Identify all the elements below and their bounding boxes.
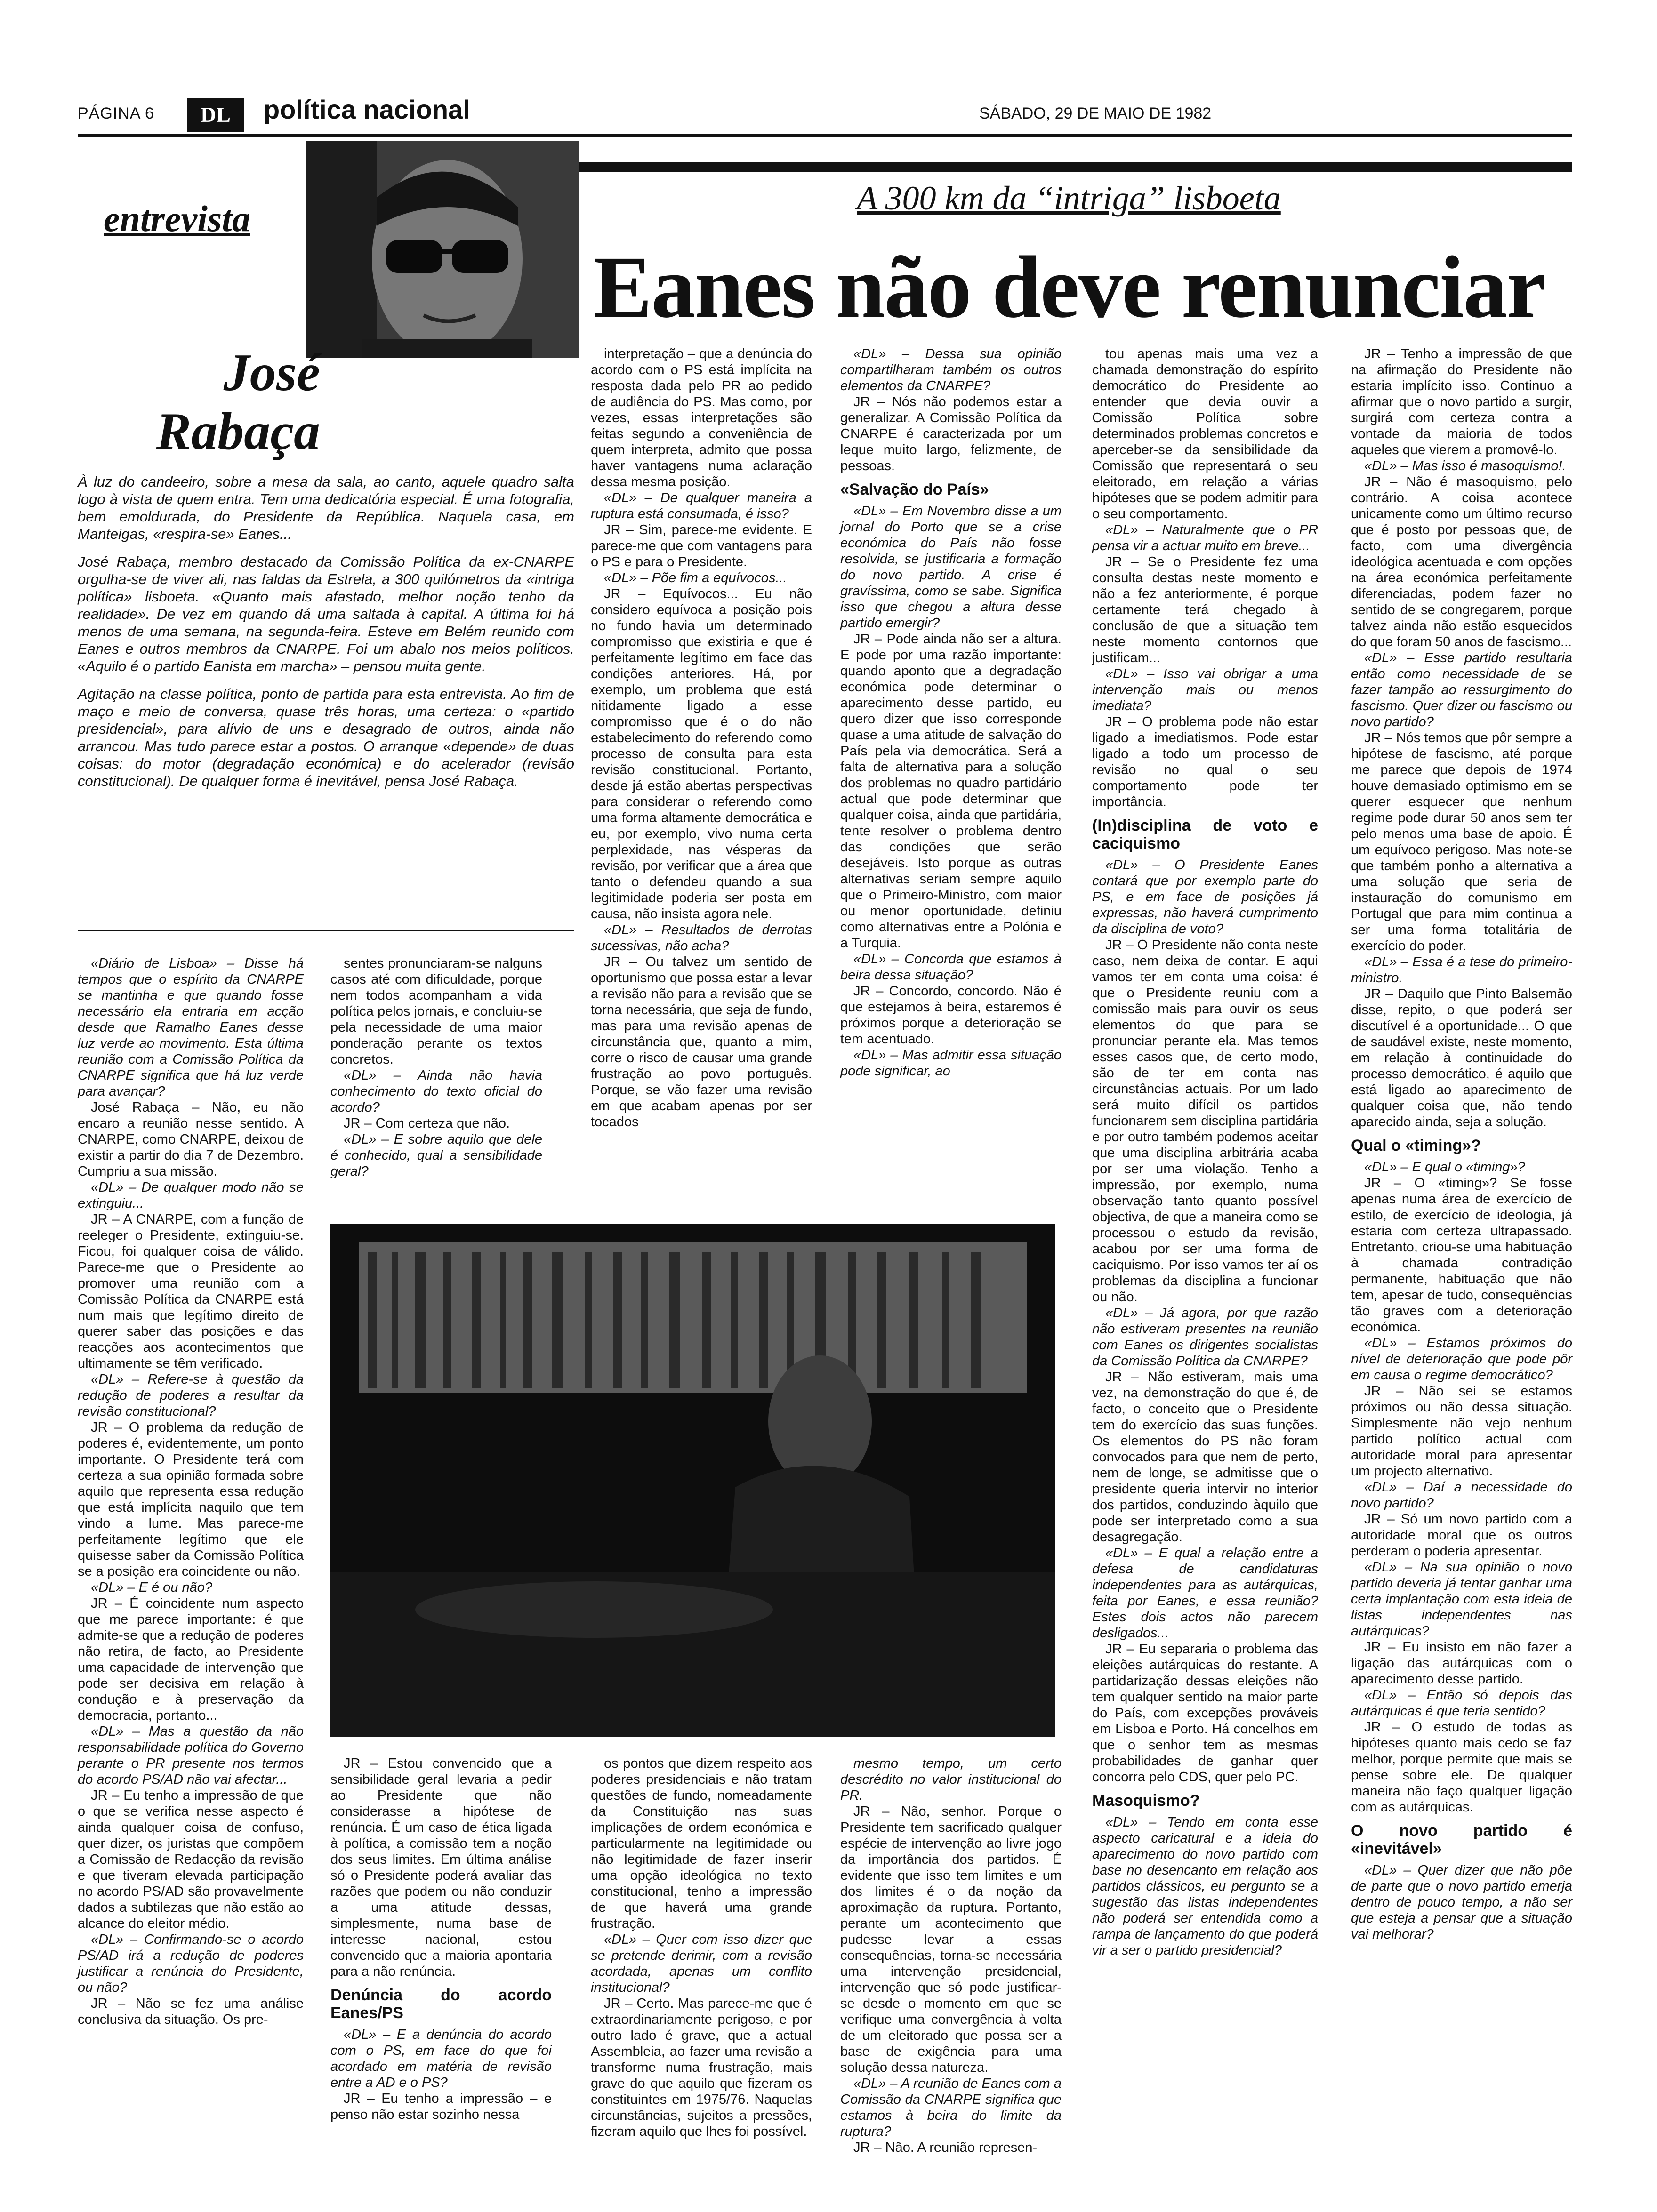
question-paragraph: «DL» – E qual a relação entre a defesa de candidaturas independentes para as autárquicas, feita por Eanes, e essa reunião? Estes dois actos não parecem desligados... — [1092, 1546, 1318, 1641]
question-paragraph: «DL» – Resultados de derrotas sucessivas, não acha? — [591, 922, 812, 954]
question-paragraph: «DL» – Ainda não havia conhecimento do texto oficial do acordo? — [330, 1068, 542, 1115]
question-paragraph: mesmo tempo, um certo descrédito no valor institucional do PR. — [840, 1756, 1062, 1803]
answer-paragraph: JR – Não sei se estamos próximos ou não dessa situação. Simplesmente não vejo nenhum partido político actual com autoridade moral para apresentar um projecto alternativo. — [1351, 1384, 1572, 1479]
answer-paragraph: JR – Só um novo partido com a autoridade moral que os outros perderam o poderia apresentar. — [1351, 1512, 1572, 1559]
question-paragraph: «DL» – A reunião de Eanes com a Comissão da CNARPE significa que estamos à beira do limite da ruptura? — [840, 2076, 1062, 2139]
interviewee-first-name: José — [223, 344, 320, 402]
answer-paragraph: interpretação – que a denúncia do acordo com o PS está implícita na resposta dada pelo PR ao pedido de audiência do PS. Mas como, por vezes, essas interpretações são feitas segundo a conveniência de quem interpreta, admito que possa haver vantagens numa aclaração dessa mesma posição. — [591, 346, 812, 489]
article-column-4 — [840, 346, 1062, 1217]
answer-paragraph: JR – Sim, parece-me evidente. E parece-me que com vantagens para o PS e para o Presidente. — [591, 522, 812, 569]
question-paragraph: «DL» – De qualquer modo não se extinguiu... — [78, 1180, 304, 1211]
question-paragraph: «DL» – Confirmando-se o acordo PS/AD irá a redução de poderes justificar a renúncia do Presidente, ou não? — [78, 1932, 304, 1995]
article-headline: Eanes não deve renunciar — [593, 238, 1545, 336]
intro-paragraph: Agitação na classe política, ponto de partida para esta entrevista. Ao fim de maço e meio de conversa, quase três horas, uma certeza: o «partido presidencial», para alívio de uns e desagrado de outros, ainda não arrancou. Mas tudo parece estar a postos. O arranque «depende» de duas coisas: do motor (degradação económica) e do acelerador (revisão constitucional). De qualquer forma é inevitável, pensa José Rabaça. — [78, 686, 574, 789]
question-paragraph: «DL» – Mas admitir essa situação pode significar, ao — [840, 1048, 1062, 1079]
question-paragraph: «Diário de Lisboa» – Disse há tempos que o espírito da CNARPE se mantinha e que quando fosse necessário ela entraria em acção desde que Ramalho Eanes desse luz verde ao movimento. Esta última reunião com a Comissão Política da CNARPE significa que há luz verde para avançar? — [78, 956, 304, 1099]
answer-paragraph: os pontos que dizem respeito aos poderes presidenciais e não tratam questões de fundo, nomeadamente da Constituição nas suas implicações de ordem económica e particularmente na legitimidade ou não legitimidade de fazer inserir uma opção ideológica no texto constitucional, tenho a impressão de que haverá uma grande frustração. — [591, 1756, 812, 1931]
intro-divider — [78, 930, 574, 931]
question-paragraph: «DL» – Na sua opinião o novo partido deveria já tentar ganhar uma certa implantação com esta ideia de listas independentes nas autárquicas? — [1351, 1560, 1572, 1639]
article-column-6 — [1351, 346, 1572, 2198]
question-paragraph: «DL» – E qual o «timing»? — [1364, 1160, 1525, 1175]
answer-paragraph: JR – Não se fez uma análise conclusiva da situação. Os pre- — [78, 1996, 304, 2027]
question-paragraph: «DL» – Põe fim a equívocos... — [604, 570, 787, 585]
answer-paragraph: JR – Equívocos... Eu não considero equívoca a posição pois no fundo havia um determinado compromisso que existiria e que é perfeitamente legítimo em face das condições anteriores. Há, por exemplo, um problema que está nitidamente ligado a esse compromisso que é o do não estabelecimento do referendo como processo de consulta para esta revisão constitucional. Portanto, desde já estão abertas perspectivas para considerar o referendo como uma forma altamente democrática e eu, por exemplo, vivo numa certa perplexidade, nas vésperas da revisão, por verificar que a área que tanto o defendeu quando a sua legitimidade poderia ser posta em causa, não insista agora nele. — [591, 586, 812, 922]
section-title: política nacional — [264, 95, 470, 124]
question-paragraph: «DL» – Naturalmente que o PR pensa vir a actuar muito em breve... — [1092, 522, 1318, 553]
answer-paragraph: JR – É coincidente num aspecto que me parece importante: é que admite-se que a redução de poderes não retira, de facto, ao Presidente uma capacidade de intervenção que pode ser decisiva em relação à condução e à preservação da democracia, portanto... — [78, 1596, 304, 1723]
answer-paragraph: José Rabaça – Não, eu não encaro a reunião nesse sentido. A CNARPE, como CNARPE, deixou de existir a partir do dia 7 de Dezembro. Cumpriu a sua missão. — [78, 1100, 304, 1179]
question-paragraph: «DL» – Isso vai obrigar a uma intervenção mais ou menos imediata? — [1092, 666, 1318, 713]
question-paragraph: «DL» – Então só depois das autárquicas é que teria sentido? — [1351, 1688, 1572, 1719]
article-column-2-lower — [330, 1755, 552, 2198]
answer-paragraph: JR – O problema da redução de poderes é, evidentemente, um ponto importante. O Presidente terá com certeza a sua opinião formada sobre aquilo que representa essa redução que está implícita naquilo que tem vindo a lume. Mas parece-me perfeitamente legítimo que ele quisesse saber da Comissão Política se a posição era coincidente ou não. — [78, 1420, 304, 1579]
question-paragraph: «DL» – Estamos próximos do nível de deterioração que pode pôr em causa o regime democrático? — [1351, 1336, 1572, 1383]
question-paragraph: «DL» – Mas a questão da não responsabilidade política do Governo perante o PR presente nos termos do acordo PS/AD não vai afectar... — [78, 1724, 304, 1787]
answer-paragraph: JR – Não. A reunião represen- — [853, 2140, 1038, 2155]
question-paragraph: «DL» – Quer dizer que não pôe de parte que o novo partido emerja dentro de pouco tempo, a não ser que esteja a pensar que a situação vai melhorar? — [1351, 1863, 1572, 1942]
interview-photo — [330, 1224, 1055, 1737]
article-column-1 — [78, 955, 304, 2188]
intro-text — [78, 473, 574, 800]
answer-paragraph: JR – Concordo, concordo. Não é que estejamos à beira, estaremos é próximos porque a deterioração se tem acentuado. — [840, 984, 1062, 1047]
answer-paragraph: JR – Nós não podemos estar a generalizar. A Comissão Política da CNARPE é caracterizada por um leque muito largo, felizmente, de pessoas. — [840, 394, 1062, 473]
question-paragraph: «DL» – O Presidente Eanes contará que por exemplo parte do PS, e em face de posições já expressas, não haverá cumprimento da disciplina de voto? — [1092, 858, 1318, 937]
answer-paragraph: JR – Não é masoquismo, pelo contrário. A coisa acontece unicamente como um último recurso que é posto por pessoas que, de facto, com uma divergência ideológica acentuada e com opções na área económica perfeitamente diferenciadas, podem fazer no sentido de se congregarem, porque talvez ainda não estão esquecidos do que foram 50 anos de fascismo... — [1351, 474, 1572, 649]
article-column-4-lower — [840, 1755, 1062, 2198]
article-column-5 — [1092, 346, 1318, 2198]
question-paragraph: «DL» – Concorda que estamos à beira dessa situação? — [840, 952, 1062, 983]
page-number: PÁGINA 6 — [78, 104, 154, 122]
header-rule — [78, 134, 1572, 137]
answer-paragraph: JR – Estou convencido que a sensibilidade geral levaria a pedir ao Presidente que não considerasse a hipótese de renúncia. É um caso de ética ligada à política, a comissão tem a noção dos seus limites. Em última análise só o Presidente poderá avaliar das razões que podem ou não conduzir a uma atitude dessas, simplesmente, numa base de interesse nacional, estou convencido que a maioria apontaria para a não renúncia. — [330, 1756, 552, 1979]
answer-paragraph: JR – Eu insisto em não fazer a ligação das autárquicas com o aparecimento desse partido. — [1351, 1640, 1572, 1687]
answer-paragraph: JR – O problema pode não estar ligado a imediatismos. Pode estar ligado a todo um processo de revisão no qual o seu comportamento pode ter importância. — [1092, 714, 1318, 809]
article-column-2 — [330, 955, 542, 1210]
answer-paragraph: sentes pronunciaram-se nalguns casos até com dificuldade, porque nem todos acompanham a vida política pelos jornais, e concluiu-se pela necessidade de uma maior ponderação perante os textos concretos. — [330, 956, 542, 1067]
question-paragraph: «DL» – Mas isso é masoquismo!. — [1364, 458, 1566, 473]
subheading: «Salvação do País» — [840, 481, 989, 498]
answer-paragraph: JR – Eu separaria o problema das eleições autárquicas do restante. A partidarização dessas eleições não tem qualquer sentido na maior parte do País, com excepções prováveis em Lisboa e Porto. Há concelhos em que o senhor tem as mesmas probabilidades de ganhar quer concorra pelo CDS, quer pelo PC. — [1092, 1642, 1318, 1785]
question-paragraph: «DL» – Daí a necessidade do novo partido? — [1351, 1480, 1572, 1511]
newspaper-logo: DL — [187, 98, 244, 132]
question-paragraph: «DL» – E é ou não? — [91, 1580, 212, 1595]
answer-paragraph: JR – Eu tenho a impressão de que o que se verifica nesse aspecto é ainda qualquer coisa de confuso, quer dizer, os juristas que compõem a Comissão de Redacção da revisão e que tiveram elevada participação no acordo PS/AD são provavelmente dados a subtilezas que não estão ao alcance do eleitor médio. — [78, 1788, 304, 1931]
subheading: Qual o «timing»? — [1351, 1137, 1481, 1154]
question-paragraph: «DL» – Dessa sua opinião compartilharam também os outros elementos da CNARPE? — [840, 346, 1062, 393]
answer-paragraph: JR – Se o Presidente fez uma consulta destas neste momento e não a fez anteriormente, é porque certamente terá chegado à conclusão de que a situação tem neste momento contornos que justificam... — [1092, 554, 1318, 665]
portrait-photo — [306, 141, 579, 358]
question-paragraph: «DL» – Tendo em conta esse aspecto caricatural e a ideia do aparecimento do novo partido com base no desencanto em relação aos partidos clássicos, eu pergunto se a sugestão das listas independentes não poderá ser entendida como a rampa de lançamento do que poderá vir a ser o partido presidencial? — [1092, 1815, 1318, 1958]
answer-paragraph: JR – Tenho a impressão de que na afirmação do Presidente não estaria implícito isso. Continuo a afirmar que o novo partido a surgir, surgirá com certeza contra a vontade da maioria de todos aqueles que vierem a promovê-lo. — [1351, 346, 1572, 457]
answer-paragraph: JR – Pode ainda não ser a altura. E pode por uma razão importante: quando aponto que a degradação económica pode determinar o aparecimento desse partido, eu quero dizer que isso corresponde quase a uma atitude de salvação do País pela via democrática. Será a falta de alternativa para a solução dos problemas no quadro partidário actual que pode determinar que qualquer coisa, ainda que partidária, tente resolver o problema dentro das condições que serão desejáveis. Isto porque as outras alternativas seriam sempre aquilo que o Primeiro-Ministro, com maior ou menor oportunidade, definiu como alternativas entre a Polónia e a Turquia. — [840, 632, 1062, 951]
intro-paragraph: À luz do candeeiro, sobre a mesa da sala, ao canto, aquele quadro salta logo à vista de quem entra. Tem uma dedicatória especial. É uma fotografia, bem emoldurada, do Presidente da República. Naquela casa, em Manteigas, «respira-se» Eanes... — [78, 473, 574, 542]
question-paragraph: «DL» – Esse partido resultaria então como necessidade de se fazer tampão ao ressurgimento do fascismo. Quer dizer ou fascismo ou novo partido? — [1351, 650, 1572, 729]
answer-paragraph: JR – Daquilo que Pinto Balsemão disse, repito, o que poderá ser discutível é a oportunidade... O que de saudável existe, neste momento, em relação à continuidade do processo democrático, é aquilo que está ligado ao aparecimento de qualquer coisa que, não tendo aparecido ainda, seja a solução. — [1351, 986, 1572, 1130]
intro-paragraph: José Rabaça, membro destacado da Comissão Política da ex-CNARPE orgulha-se de viver ali, nas faldas da Estrela, a 300 quilómetros da «intriga política» lisboeta. «Quanto mais afastado, melhor noção tenho da realidade». De vez em quando dá uma saltada à capital. A última foi há menos de uma semana, na segunda-feira. Esteve em Belém reunido com Eanes e outros membros da CNARPE. Foi um abalo nos meios políticos. «Aquilo é o partido Eanista em marcha» – pensou muita gente. — [78, 553, 574, 674]
section-kicker: entrevista — [104, 198, 250, 239]
answer-paragraph: JR – Não estiveram, mais uma vez, na demonstração do que é, de facto, o conceito que o Presidente tem do exercício das suas funções. Os elementos do PS não foram convocados para que nem de perto, nem de longe, se admitisse que o presidente queria intervir no interior dos partidos, conduzindo àquilo que pode ser interpretado como a sua desagregação. — [1092, 1370, 1318, 1545]
answer-paragraph: JR – Não, senhor. Porque o Presidente tem sacrificado qualquer espécie de intervenção ao livre jogo da importância dos partidos. É evidente que isso tem limites e um dos limites é o da noção da aproximação da ruptura. Portanto, perante um acontecimento que pudesse levar a essas consequências, torna-se necessária uma intervenção presidencial, intervenção que só pode justificar-se desde o momento em que se verifique uma convergência à volta de um eleitorado que possa ser a base de exigência para uma solução dessa natureza. — [840, 1804, 1062, 2075]
issue-date: SÁBADO, 29 DE MAIO DE 1982 — [979, 104, 1212, 122]
question-paragraph: «DL» – Já agora, por que razão não estiveram presentes na reunião com Eanes os dirigentes socialistas da Comissão Política da CNARPE? — [1092, 1306, 1318, 1369]
question-paragraph: «DL» – De qualquer maneira a ruptura está consumada, é isso? — [591, 490, 812, 521]
question-paragraph: «DL» – Refere-se à questão da redução de poderes a resultar da revisão constitucional? — [78, 1372, 304, 1419]
interviewee-last-name: Rabaça — [156, 402, 320, 461]
answer-paragraph: JR – Eu tenho a impressão – e penso não estar sozinho nessa — [330, 2091, 552, 2122]
answer-paragraph: tou apenas mais uma vez a chamada demonstração do espírito democrático do Presidente ao entender que devia ouvir a Comissão Política sobre determinados problemas concretos e aperceber-se da sensibilidade da Comissão que representará o seu eleitorado, em relação a várias hipóteses que se podem admitir para o seu comportamento. — [1092, 346, 1318, 521]
answer-paragraph: JR – Ou talvez um sentido de oportunismo que possa estar a levar a revisão não para a revisão que se torna necessária, que seja de fundo, mas para uma revisão apenas de circunstância que, quanto a mim, corre o risco de causar uma grande frustração ao povo português. Porque, se vão fazer uma revisão em que acabam apenas por ser tocados — [591, 954, 812, 1130]
question-paragraph: «DL» – Quer com isso dizer que se pretende derimir, com a revisão acordada, apenas um conflito institucional? — [591, 1932, 812, 1995]
article-column-3-lower — [591, 1755, 812, 2198]
question-paragraph: «DL» – E a denúncia do acordo com o PS, em face do que foi acordado em matéria de revisão entre a AD e o PS? — [330, 2027, 552, 2090]
article-subhead: A 300 km da “intriga” lisboeta — [857, 179, 1281, 217]
answer-paragraph: JR – O estudo de todas as hipóteses quanto mais cedo se faz melhor, porque permite que mais se pense sobre ele. De qualquer maneira não faço qualquer ligação com as autárquicas. — [1351, 1720, 1572, 1815]
answer-paragraph: JR – Nós temos que pôr sempre a hipótese de fascismo, até porque me parece que depois de 1974 houve demasiado optimismo em se querer esquecer que nenhum regime pode durar 50 anos sem ter pelo menos uma base de apoio. É um equívoco perigoso. Mas note-se que também ponho a alternativa a uma solução que seria de instauração do comunismo em Portugal que para mim continua a ser uma forma totalitária de exercício do poder. — [1351, 730, 1572, 954]
answer-paragraph: JR – Certo. Mas parece-me que é extraordinariamente perigoso, e por outro lado é grave, que a actual Assembleia, ao fazer uma revisão a transforme numa frustração, mais grave do que aquilo que fizeram os constituintes em 1975/76. Naquelas circunstâncias, sujeitos a pressões, fizeram aquilo que lhes foi possível. — [591, 1996, 812, 2139]
interviewee-name — [85, 344, 320, 461]
answer-paragraph: JR – A CNARPE, com a função de reeleger o Presidente, extinguiu-se. Ficou, foi qualquer coisa de válido. Parece-me que o Presidente ao promover uma reunião com a Comissão Política da CNARPE está num mais que legítimo direito de querer saber das posições e das reacções aos acontecimentos que ultimamente se têm verificado. — [78, 1212, 304, 1371]
subheading: (In)disciplina de voto e caciquismo — [1092, 817, 1318, 852]
answer-paragraph: JR – Com certeza que não. — [344, 1116, 510, 1131]
article-column-3 — [591, 346, 812, 1217]
subheading: Masoquismo? — [1092, 1792, 1200, 1810]
answer-paragraph: JR – O «timing»? Se fosse apenas numa área de exercício de estilo, de exercício de ideologia, já estaria com certeza ultrapassado. Entretanto, criou-se uma habituação à chamada contradição permanente, habituação que não tem, apesar de tudo, consequências tão graves com a deterioração económica. — [1351, 1176, 1572, 1335]
question-paragraph: «DL» – Essa é a tese do primeiro-ministro. — [1351, 954, 1572, 986]
question-paragraph: «DL» – Em Novembro disse a um jornal do Porto que se a crise económica do País não fosse resolvida, se justificaria a formação do novo partido. A crise é gravíssima, como se sabe. Significa isso que chegou a altura desse partido emergir? — [840, 504, 1062, 631]
answer-paragraph: JR – O Presidente não conta neste caso, nem deixa de contar. E aqui vamos ter em conta uma coisa: é que o Presidente reuniu com a comissão mais para ouvir os seus elementos do que para se pronunciar perante ela. Mas temos esses casos que, de certo modo, são de ter em conta nas circunstâncias actuais. Por um lado será muito difícil os partidos funcionarem sem disciplina partidária e por outro também podemos aceitar que uma disciplina arbitrária acaba por ser uma violação. Tenho a impressão, por exemplo, numa observação tanto quanto possível objectiva, de que a maneira como se processou o estudo da revisão, acabou por ser uma forma de caciquismo. Por isso vamos ter aí os problemas da disciplina a funcionar ou não. — [1092, 938, 1318, 1305]
subheading: O novo partido é «inevitável» — [1351, 1822, 1572, 1858]
subheading: Denúncia do acordo Eanes/PS — [330, 1986, 552, 2022]
question-paragraph: «DL» – E sobre aquilo que dele é conhecido, qual a sensibilidade geral? — [330, 1132, 542, 1179]
